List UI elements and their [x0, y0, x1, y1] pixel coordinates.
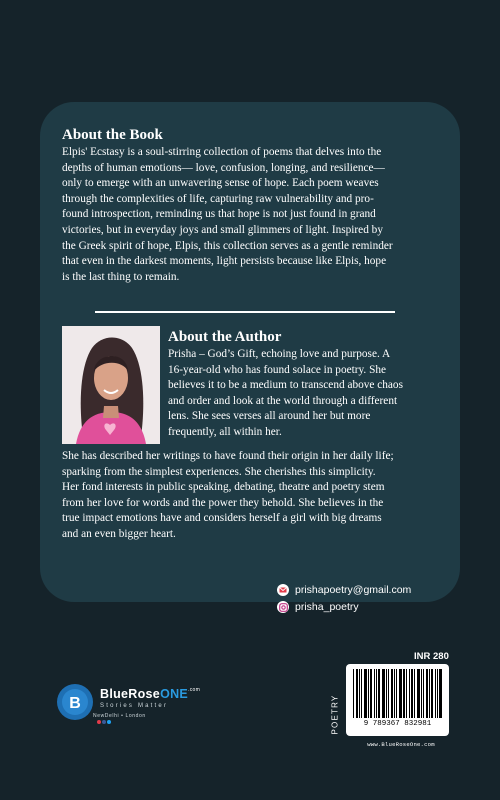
instagram-contact[interactable] — [277, 601, 359, 613]
about-author-bio: She has described her writings to have found their origin in her daily life; sparking from the simplest experiences. She cherishes this simplicity. Her fond interests in public speaking, debating, theatre and poetry stem from her love for words and the power they behold. She believes in the true impact emotions have and considers herself a girl with big dreams and an even bigger heart. — [62, 450, 394, 540]
social-icon — [97, 720, 101, 724]
svg-text:B: B — [69, 695, 81, 712]
about-author-heading: About the Author — [168, 329, 282, 345]
social-icon — [102, 720, 106, 724]
isbn-barcode — [346, 664, 449, 736]
section-divider — [95, 311, 395, 313]
author-photo — [62, 326, 160, 444]
about-book-text: Elpis' Ecstasy is a soul-stirring collection of poems that delves into the depths of human emotions— love, confusion, longing, and resilience— only to emerge with an unwavering sense of hope. Each poem weaves through the complexities of life, capturing raw vulnerability and pro- found introspection, reminding us that hope is not just found in grand victories, but in everyday joys and small glimmers of light. Inspired by the Greek spirit of hope, Elpis, this collection serves as a gentle reminder that even in the darkest moments, light persists because like Elpis, hope is the last thing to remain. — [62, 146, 393, 283]
social-icon — [107, 720, 111, 724]
bluerose-logo-icon — [56, 683, 94, 721]
isbn-number: 9 789367 832981 — [363, 720, 432, 728]
genre-label: POETRY — [330, 694, 340, 734]
email-address: prishapoetry@gmail.com — [295, 584, 412, 596]
publisher-logo — [56, 683, 201, 726]
publisher-website: www.BlueRoseOne.com — [367, 741, 435, 748]
instagram-icon — [277, 601, 289, 613]
publisher-name: BlueRoseONE$^{.com}$ — [100, 687, 201, 701]
about-book-heading: About the Book — [62, 127, 163, 143]
mail-icon — [277, 584, 289, 596]
barcode-graphic — [346, 664, 449, 720]
price-label: INR 280 — [414, 651, 449, 662]
publisher-tagline: Stories Matter — [100, 703, 169, 709]
instagram-handle: prisha_poetry — [295, 601, 359, 613]
email-contact[interactable] — [277, 584, 411, 596]
about-author-intro: Prisha – God’s Gift, echoing love and purpose. A 16-year-old who has found solace in poetry. She believes it to be a medium to transcend above chaos and order and look at the world through a different lens. She sees verses all around her but more frequently, all within her. — [168, 348, 403, 438]
publisher-cities: NewDelhi • London — [93, 713, 146, 719]
social-icons — [97, 720, 111, 724]
